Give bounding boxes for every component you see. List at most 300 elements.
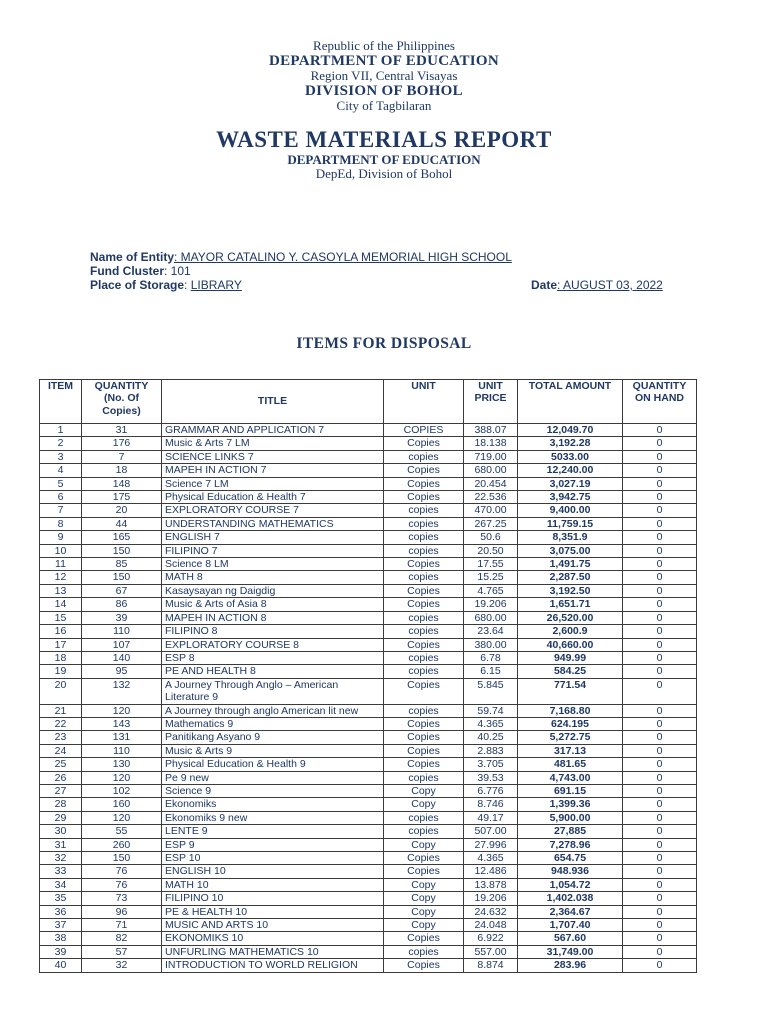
cell-total-amount: 771.54 xyxy=(518,678,623,704)
cell-item: 24 xyxy=(40,744,82,757)
cell-unit-price: 20.50 xyxy=(464,544,518,557)
cell-title: Science 7 LM xyxy=(162,477,384,490)
city-line: City of Tagbilaran xyxy=(336,98,432,113)
cell-title: Kasaysayan ng Daigdig xyxy=(162,584,384,597)
table-row xyxy=(40,611,697,624)
table-row xyxy=(40,424,697,437)
cell-item: 4 xyxy=(40,464,82,477)
table-row xyxy=(40,504,697,517)
cell-title: UNFURLING MATHEMATICS 10 xyxy=(162,945,384,958)
cell-title: Physical Education & Health 9 xyxy=(162,758,384,771)
col-header-quantity: QUANTITY (No. Of Copies) xyxy=(82,380,162,424)
cell-title: Science 9 xyxy=(162,784,384,797)
division-heading: DIVISION OF BOHOL xyxy=(305,83,463,99)
cell-title: MATH 10 xyxy=(162,878,384,891)
table-row xyxy=(40,852,697,865)
cell-quantity-on-hand: 0 xyxy=(623,811,697,824)
cell-quantity-on-hand: 0 xyxy=(623,771,697,784)
cell-title: INTRODUCTION TO WORLD RELIGION xyxy=(162,959,384,972)
cell-title: FILIPINO 10 xyxy=(162,892,384,905)
cell-total-amount: 12,240.00 xyxy=(518,464,623,477)
date-row xyxy=(531,278,663,292)
cell-item: 29 xyxy=(40,811,82,824)
cell-unit: copies xyxy=(384,625,464,638)
cell-quantity-on-hand: 0 xyxy=(623,450,697,463)
table-row xyxy=(40,905,697,918)
cell-quantity-on-hand: 0 xyxy=(623,704,697,717)
cell-unit: Copies xyxy=(384,598,464,611)
cell-title: FILIPINO 8 xyxy=(162,625,384,638)
cell-unit: Copies xyxy=(384,852,464,865)
cell-total-amount: 691.15 xyxy=(518,784,623,797)
table-row xyxy=(40,638,697,651)
cell-quantity: 176 xyxy=(82,437,162,450)
cell-title: A Journey through anglo American lit new xyxy=(162,704,384,717)
cell-unit: Copies xyxy=(384,638,464,651)
cell-unit: copies xyxy=(384,825,464,838)
cell-quantity: 76 xyxy=(82,878,162,891)
sub-department: DEPARTMENT OF EDUCATION xyxy=(287,152,481,167)
cell-title: PE AND HEALTH 8 xyxy=(162,665,384,678)
cell-total-amount: 3,192.50 xyxy=(518,584,623,597)
cell-item: 22 xyxy=(40,717,82,730)
cell-quantity-on-hand: 0 xyxy=(623,717,697,730)
cell-quantity: 85 xyxy=(82,558,162,571)
cell-unit: copies xyxy=(384,811,464,824)
cell-title: Science 8 LM xyxy=(162,558,384,571)
cell-title: MATH 8 xyxy=(162,571,384,584)
cell-item: 40 xyxy=(40,959,82,972)
cell-title: A Journey Through Anglo – American Literature 9 xyxy=(162,678,384,704)
table-row xyxy=(40,945,697,958)
table-row xyxy=(40,731,697,744)
cell-total-amount: 2,364.67 xyxy=(518,905,623,918)
cell-total-amount: 567.60 xyxy=(518,932,623,945)
cell-quantity: 7 xyxy=(82,450,162,463)
table-row xyxy=(40,544,697,557)
fund-cluster-row xyxy=(90,264,191,278)
date-value: : AUGUST 03, 2022 xyxy=(557,278,663,292)
cell-unit-price: 49.17 xyxy=(464,811,518,824)
cell-quantity: 82 xyxy=(82,932,162,945)
cell-quantity-on-hand: 0 xyxy=(623,531,697,544)
cell-unit-price: 8.874 xyxy=(464,959,518,972)
cell-item: 25 xyxy=(40,758,82,771)
cell-quantity: 131 xyxy=(82,731,162,744)
cell-quantity-on-hand: 0 xyxy=(623,625,697,638)
cell-quantity-on-hand: 0 xyxy=(623,838,697,851)
cell-item: 23 xyxy=(40,731,82,744)
cell-total-amount: 26,520.00 xyxy=(518,611,623,624)
cell-unit: Copies xyxy=(384,865,464,878)
date-label: Date xyxy=(531,278,558,292)
cell-quantity-on-hand: 0 xyxy=(623,905,697,918)
cell-total-amount: 481.65 xyxy=(518,758,623,771)
cell-quantity: 120 xyxy=(82,771,162,784)
cell-quantity-on-hand: 0 xyxy=(623,878,697,891)
cell-quantity: 73 xyxy=(82,892,162,905)
table-row xyxy=(40,491,697,504)
cell-unit-price: 2.883 xyxy=(464,744,518,757)
cell-unit: COPIES xyxy=(384,424,464,437)
cell-total-amount: 3,942.75 xyxy=(518,491,623,504)
entity-name-value: : MAYOR CATALINO Y. CASOYLA MEMORIAL HIGH SCHOOL xyxy=(174,250,512,264)
table-row xyxy=(40,825,697,838)
sub-division: DepEd, Division of Bohol xyxy=(315,166,453,181)
cell-quantity-on-hand: 0 xyxy=(623,919,697,932)
items-for-disposal-title: ITEMS FOR DISPOSAL xyxy=(296,335,472,352)
disposal-table xyxy=(39,379,697,973)
entity-name-label: Name of Entity xyxy=(90,250,175,264)
cell-unit-price: 388.07 xyxy=(464,424,518,437)
cell-unit: copies xyxy=(384,571,464,584)
cell-item: 15 xyxy=(40,611,82,624)
col-header-quantity-on-hand: QUANTITY ON HAND xyxy=(623,380,697,424)
cell-quantity: 102 xyxy=(82,784,162,797)
cell-quantity-on-hand: 0 xyxy=(623,437,697,450)
cell-item: 13 xyxy=(40,584,82,597)
table-body xyxy=(40,424,697,973)
cell-quantity-on-hand: 0 xyxy=(623,959,697,972)
cell-total-amount: 9,400.00 xyxy=(518,504,623,517)
cell-quantity-on-hand: 0 xyxy=(623,665,697,678)
cell-title: MAPEH IN ACTION 7 xyxy=(162,464,384,477)
cell-unit: copies xyxy=(384,771,464,784)
cell-item: 1 xyxy=(40,424,82,437)
table-row xyxy=(40,784,697,797)
table-row xyxy=(40,651,697,664)
cell-quantity-on-hand: 0 xyxy=(623,744,697,757)
cell-quantity: 44 xyxy=(82,517,162,530)
cell-unit-price: 15.25 xyxy=(464,571,518,584)
cell-unit: Copy xyxy=(384,798,464,811)
col-header-unit-price: UNIT PRICE xyxy=(464,380,518,424)
cell-unit-price: 19.206 xyxy=(464,892,518,905)
cell-unit-price: 18.138 xyxy=(464,437,518,450)
cell-title: FILIPINO 7 xyxy=(162,544,384,557)
cell-quantity-on-hand: 0 xyxy=(623,651,697,664)
cell-quantity: 148 xyxy=(82,477,162,490)
cell-item: 35 xyxy=(40,892,82,905)
col-header-total-amount: TOTAL AMOUNT xyxy=(518,380,623,424)
cell-item: 32 xyxy=(40,852,82,865)
cell-item: 5 xyxy=(40,477,82,490)
cell-item: 12 xyxy=(40,571,82,584)
cell-title: UNDERSTANDING MATHEMATICS xyxy=(162,517,384,530)
cell-item: 3 xyxy=(40,450,82,463)
cell-unit-price: 557.00 xyxy=(464,945,518,958)
fund-cluster-label: Fund Cluster xyxy=(90,264,164,278)
table-row xyxy=(40,771,697,784)
table-row xyxy=(40,798,697,811)
table-row xyxy=(40,437,697,450)
cell-total-amount: 3,027.19 xyxy=(518,477,623,490)
table-row xyxy=(40,838,697,851)
cell-unit: copies xyxy=(384,517,464,530)
cell-total-amount: 317.13 xyxy=(518,744,623,757)
table-row xyxy=(40,665,697,678)
cell-total-amount: 8,351.9 xyxy=(518,531,623,544)
cell-unit-price: 4.365 xyxy=(464,717,518,730)
cell-total-amount: 31,749.00 xyxy=(518,945,623,958)
cell-item: 21 xyxy=(40,704,82,717)
cell-total-amount: 40,660.00 xyxy=(518,638,623,651)
cell-quantity-on-hand: 0 xyxy=(623,558,697,571)
cell-title: MAPEH IN ACTION 8 xyxy=(162,611,384,624)
cell-total-amount: 1,707.40 xyxy=(518,919,623,932)
cell-quantity: 86 xyxy=(82,598,162,611)
cell-quantity: 143 xyxy=(82,717,162,730)
cell-unit-price: 380.00 xyxy=(464,638,518,651)
cell-item: 39 xyxy=(40,945,82,958)
cell-unit-price: 6.776 xyxy=(464,784,518,797)
cell-title: ESP 9 xyxy=(162,838,384,851)
cell-item: 16 xyxy=(40,625,82,638)
cell-quantity: 132 xyxy=(82,678,162,704)
cell-item: 2 xyxy=(40,437,82,450)
cell-quantity: 39 xyxy=(82,611,162,624)
cell-quantity-on-hand: 0 xyxy=(623,544,697,557)
cell-quantity-on-hand: 0 xyxy=(623,504,697,517)
cell-quantity-on-hand: 0 xyxy=(623,584,697,597)
cell-title: Music & Arts of Asia 8 xyxy=(162,598,384,611)
cell-unit-price: 719.00 xyxy=(464,450,518,463)
cell-unit-price: 40.25 xyxy=(464,731,518,744)
cell-quantity: 67 xyxy=(82,584,162,597)
cell-unit: Copy xyxy=(384,784,464,797)
cell-quantity-on-hand: 0 xyxy=(623,932,697,945)
cell-total-amount: 584.25 xyxy=(518,665,623,678)
cell-quantity: 76 xyxy=(82,865,162,878)
table-row xyxy=(40,744,697,757)
cell-title: Music & Arts 7 LM xyxy=(162,437,384,450)
cell-quantity: 260 xyxy=(82,838,162,851)
cell-unit-price: 6.15 xyxy=(464,665,518,678)
cell-total-amount: 7,168.80 xyxy=(518,704,623,717)
cell-unit-price: 470.00 xyxy=(464,504,518,517)
cell-total-amount: 3,075.00 xyxy=(518,544,623,557)
table-row xyxy=(40,464,697,477)
cell-title: EXPLORATORY COURSE 8 xyxy=(162,638,384,651)
cell-unit: Copies xyxy=(384,932,464,945)
table-row xyxy=(40,678,697,704)
table-row xyxy=(40,959,697,972)
cell-total-amount: 654.75 xyxy=(518,852,623,865)
cell-title: SCIENCE LINKS 7 xyxy=(162,450,384,463)
cell-quantity-on-hand: 0 xyxy=(623,852,697,865)
cell-unit: Copies xyxy=(384,477,464,490)
cell-quantity: 130 xyxy=(82,758,162,771)
cell-total-amount: 1,651.71 xyxy=(518,598,623,611)
cell-quantity-on-hand: 0 xyxy=(623,424,697,437)
cell-item: 27 xyxy=(40,784,82,797)
cell-quantity-on-hand: 0 xyxy=(623,945,697,958)
cell-quantity-on-hand: 0 xyxy=(623,571,697,584)
table-row xyxy=(40,865,697,878)
cell-title: Mathematics 9 xyxy=(162,717,384,730)
republic-line: Republic of the Philippines xyxy=(313,38,455,53)
cell-unit-price: 8.746 xyxy=(464,798,518,811)
cell-unit-price: 19.206 xyxy=(464,598,518,611)
cell-unit: copies xyxy=(384,531,464,544)
cell-total-amount: 7,278.96 xyxy=(518,838,623,851)
cell-quantity-on-hand: 0 xyxy=(623,477,697,490)
cell-unit-price: 22.536 xyxy=(464,491,518,504)
cell-unit-price: 24.632 xyxy=(464,905,518,918)
table-row xyxy=(40,758,697,771)
entity-name-row xyxy=(90,250,512,264)
cell-item: 30 xyxy=(40,825,82,838)
cell-unit: Copies xyxy=(384,758,464,771)
cell-item: 26 xyxy=(40,771,82,784)
cell-total-amount: 12,049.70 xyxy=(518,424,623,437)
cell-total-amount: 1,402.038 xyxy=(518,892,623,905)
cell-item: 34 xyxy=(40,878,82,891)
cell-quantity-on-hand: 0 xyxy=(623,798,697,811)
cell-quantity: 110 xyxy=(82,744,162,757)
cell-unit: Copies xyxy=(384,959,464,972)
col-header-unit: UNIT xyxy=(384,380,464,424)
cell-total-amount: 11,759.15 xyxy=(518,517,623,530)
cell-unit-price: 6.78 xyxy=(464,651,518,664)
cell-unit-price: 17.55 xyxy=(464,558,518,571)
cell-title: EKONOMIKS 10 xyxy=(162,932,384,945)
cell-title: Physical Education & Health 7 xyxy=(162,491,384,504)
cell-unit: copies xyxy=(384,544,464,557)
cell-unit-price: 39.53 xyxy=(464,771,518,784)
region-line: Region VII, Central Visayas xyxy=(310,68,458,83)
cell-unit-price: 50.6 xyxy=(464,531,518,544)
cell-total-amount: 624.195 xyxy=(518,717,623,730)
storage-row: Place of Storage: LIBRARY xyxy=(90,278,242,292)
cell-unit: copies xyxy=(384,651,464,664)
table-row xyxy=(40,598,697,611)
cell-title: ESP 10 xyxy=(162,852,384,865)
cell-unit-price: 507.00 xyxy=(464,825,518,838)
table-row xyxy=(40,932,697,945)
cell-unit: Copies xyxy=(384,464,464,477)
cell-quantity-on-hand: 0 xyxy=(623,892,697,905)
department-heading: DEPARTMENT OF EDUCATION xyxy=(269,53,499,69)
col-header-title: TITLE xyxy=(162,380,384,424)
cell-unit-price: 4.765 xyxy=(464,584,518,597)
cell-quantity: 20 xyxy=(82,504,162,517)
cell-quantity: 120 xyxy=(82,704,162,717)
cell-total-amount: 5,272.75 xyxy=(518,731,623,744)
table-row xyxy=(40,919,697,932)
table-row xyxy=(40,517,697,530)
storage-value: LIBRARY xyxy=(190,278,242,292)
cell-title: EXPLORATORY COURSE 7 xyxy=(162,504,384,517)
cell-item: 11 xyxy=(40,558,82,571)
cell-unit-price: 3.705 xyxy=(464,758,518,771)
cell-quantity: 31 xyxy=(82,424,162,437)
cell-title: Music & Arts 9 xyxy=(162,744,384,757)
cell-unit: Copies xyxy=(384,584,464,597)
cell-unit: copies xyxy=(384,665,464,678)
cell-unit-price: 27.996 xyxy=(464,838,518,851)
cell-title: PE & HEALTH 10 xyxy=(162,905,384,918)
cell-total-amount: 283.96 xyxy=(518,959,623,972)
cell-unit-price: 13.878 xyxy=(464,878,518,891)
report-title: WASTE MATERIALS REPORT xyxy=(216,127,552,152)
cell-quantity: 140 xyxy=(82,651,162,664)
cell-title: MUSIC AND ARTS 10 xyxy=(162,919,384,932)
cell-unit: Copy xyxy=(384,905,464,918)
cell-item: 31 xyxy=(40,838,82,851)
cell-quantity: 18 xyxy=(82,464,162,477)
cell-quantity-on-hand: 0 xyxy=(623,784,697,797)
cell-unit: Copies xyxy=(384,558,464,571)
cell-quantity-on-hand: 0 xyxy=(623,731,697,744)
cell-unit: copies xyxy=(384,504,464,517)
cell-unit-price: 5.845 xyxy=(464,678,518,704)
cell-quantity: 57 xyxy=(82,945,162,958)
table-row xyxy=(40,878,697,891)
cell-quantity: 110 xyxy=(82,625,162,638)
cell-quantity-on-hand: 0 xyxy=(623,758,697,771)
cell-total-amount: 948.936 xyxy=(518,865,623,878)
cell-item: 10 xyxy=(40,544,82,557)
cell-item: 38 xyxy=(40,932,82,945)
cell-total-amount: 2,600.9 xyxy=(518,625,623,638)
cell-quantity-on-hand: 0 xyxy=(623,825,697,838)
cell-total-amount: 3,192.28 xyxy=(518,437,623,450)
cell-title: LENTE 9 xyxy=(162,825,384,838)
cell-unit: Copies xyxy=(384,717,464,730)
cell-item: 36 xyxy=(40,905,82,918)
cell-title: ENGLISH 7 xyxy=(162,531,384,544)
cell-total-amount: 949.99 xyxy=(518,651,623,664)
fund-cluster-value: : 101 xyxy=(164,264,191,278)
cell-unit-price: 4.365 xyxy=(464,852,518,865)
cell-quantity-on-hand: 0 xyxy=(623,638,697,651)
cell-item: 28 xyxy=(40,798,82,811)
cell-quantity: 150 xyxy=(82,544,162,557)
cell-unit-price: 59.74 xyxy=(464,704,518,717)
cell-quantity: 165 xyxy=(82,531,162,544)
cell-quantity: 150 xyxy=(82,571,162,584)
cell-unit-price: 24.048 xyxy=(464,919,518,932)
cell-quantity-on-hand: 0 xyxy=(623,491,697,504)
cell-unit: copies xyxy=(384,611,464,624)
cell-unit: Copies xyxy=(384,731,464,744)
cell-unit: Copy xyxy=(384,878,464,891)
cell-quantity-on-hand: 0 xyxy=(623,517,697,530)
cell-unit: Copies xyxy=(384,678,464,704)
cell-title: Panitikang Asyano 9 xyxy=(162,731,384,744)
cell-quantity: 55 xyxy=(82,825,162,838)
cell-unit: Copy xyxy=(384,919,464,932)
table-row xyxy=(40,584,697,597)
cell-item: 9 xyxy=(40,531,82,544)
cell-quantity-on-hand: 0 xyxy=(623,611,697,624)
cell-unit-price: 680.00 xyxy=(464,611,518,624)
table-row xyxy=(40,571,697,584)
cell-unit-price: 12.486 xyxy=(464,865,518,878)
cell-total-amount: 1,491.75 xyxy=(518,558,623,571)
cell-item: 6 xyxy=(40,491,82,504)
table-row xyxy=(40,477,697,490)
cell-quantity: 175 xyxy=(82,491,162,504)
cell-title: Ekonomiks 9 new xyxy=(162,811,384,824)
table-header-row xyxy=(40,380,697,424)
cell-total-amount: 27,885 xyxy=(518,825,623,838)
table-row xyxy=(40,704,697,717)
storage-label: Place of Storage xyxy=(90,278,185,292)
cell-unit: Copy xyxy=(384,838,464,851)
table-row xyxy=(40,558,697,571)
